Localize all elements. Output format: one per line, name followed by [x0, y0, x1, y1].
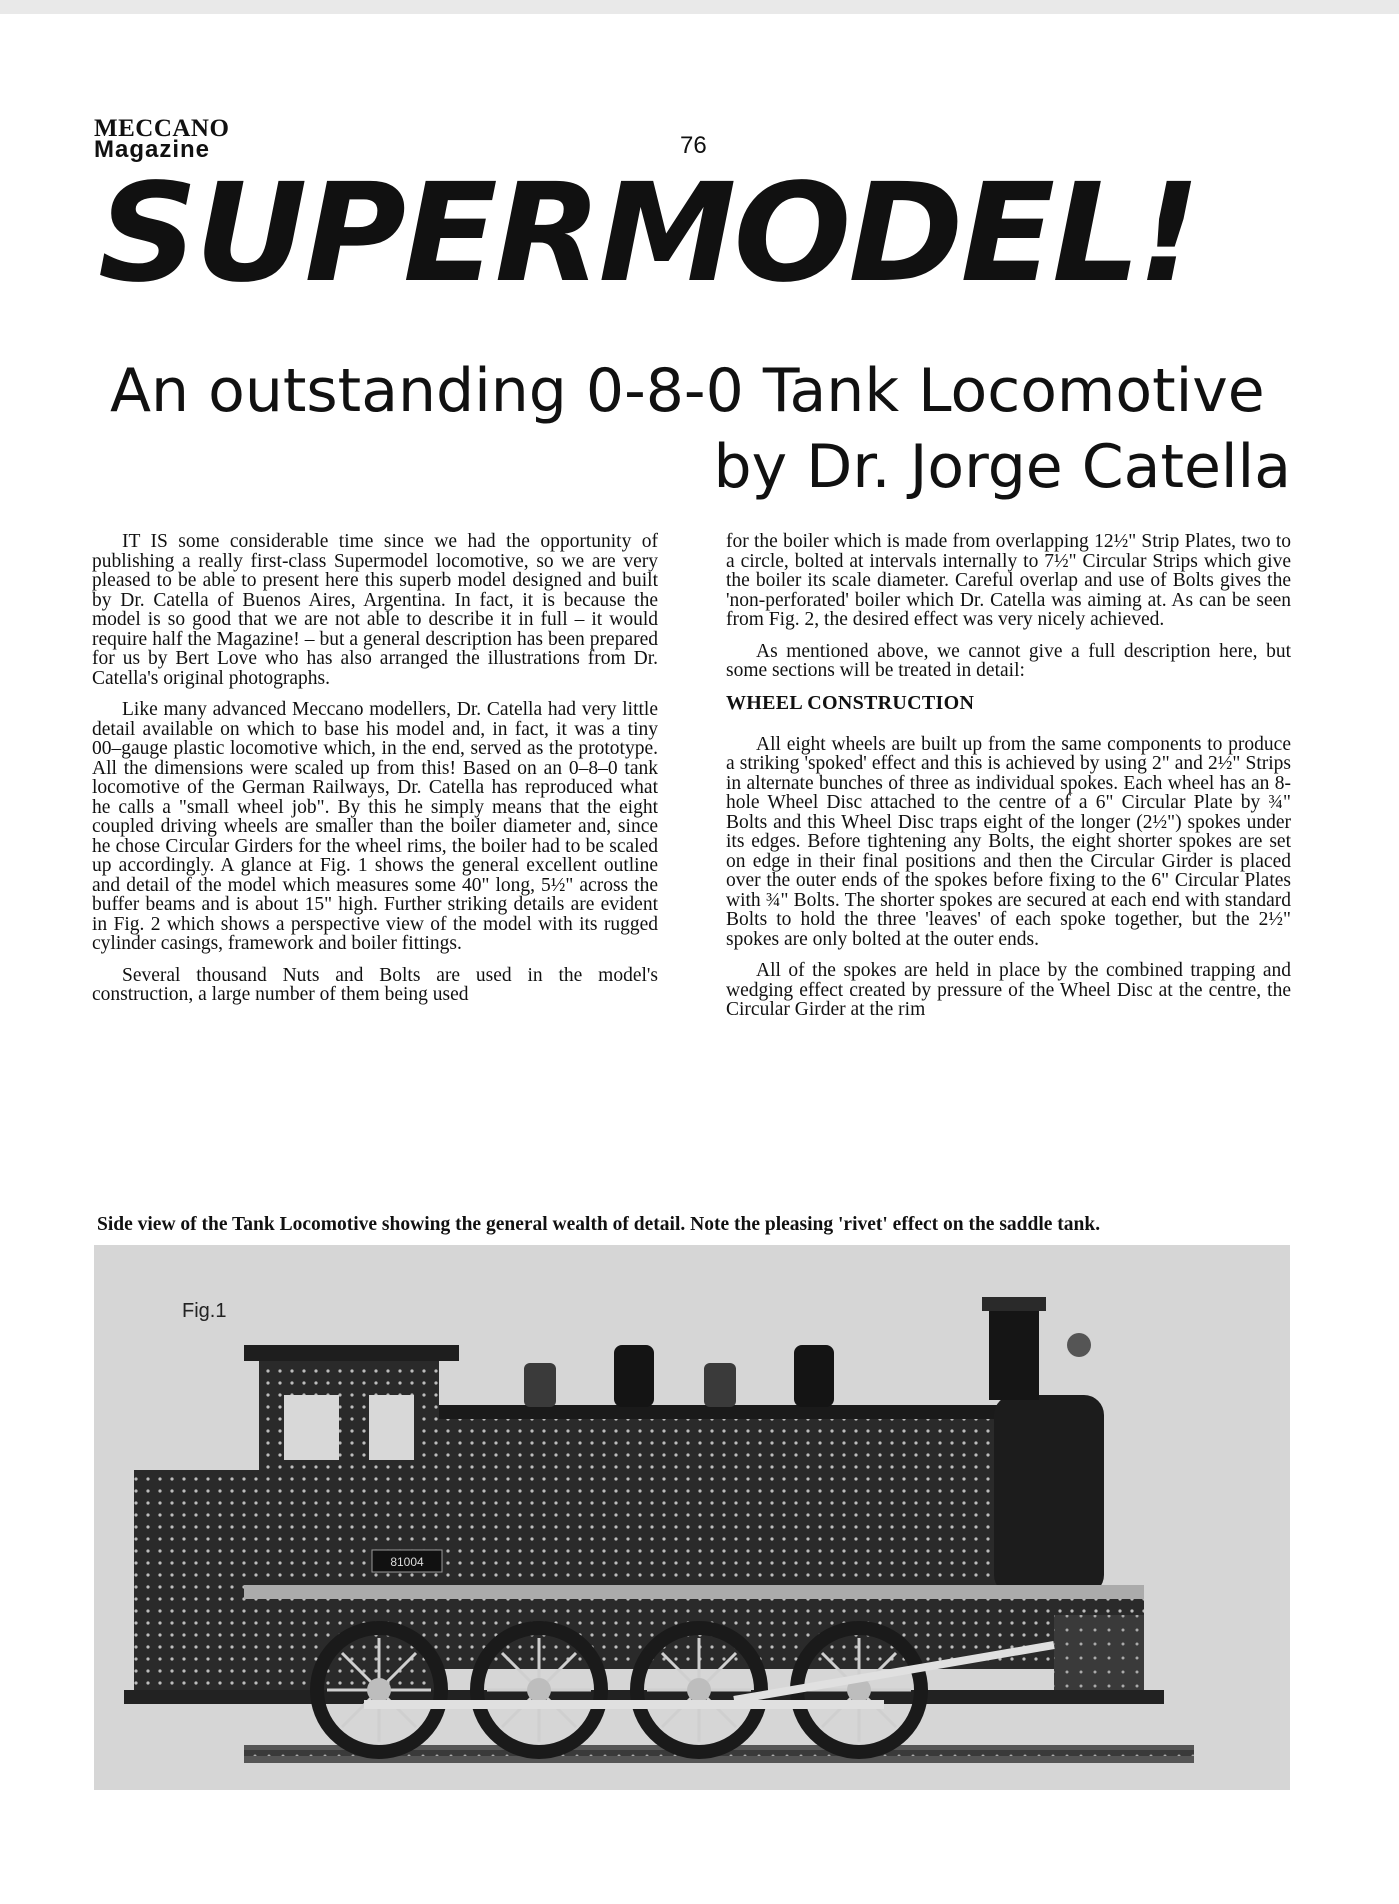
section-heading: WHEEL CONSTRUCTION	[726, 691, 975, 714]
subtitle: An outstanding 0-8-0 Tank Locomotive	[110, 356, 1265, 426]
paragraph: IT IS some considerable time since we had the opportunity of publishing a really first-class Supermodel locomotive, so we are very pleased to be able to present here this superb model designed and built by Dr. Catella of Buenos Aires, Argentina. In fact, it is because the model is so good that we are not able to describe it in full – it would require half the Magazine! – but a general description has been prepared for us by Bert Love who has also arranged the illustrations from Dr. Catella's original photographs.	[92, 531, 658, 689]
article-column-left	[92, 532, 658, 1017]
headline: SUPERMODEL!	[98, 155, 1198, 313]
paragraph: All eight wheels are built up from the same components to produce a striking 'spoked' effect and this is achieved by using 2" and 2½" Strips in alternate bunches of three as individual spokes. Each wheel has an 8-hole Wheel Disc attached to the centre of a 6" Circular Plate by ¾" Bolts and this Wheel Disc traps eight of the longer (2½") spokes under its edges. Before tightening any Bolts, the eight shorter spokes are set on edge in their final positions and then the Circular Girder is placed over the outer ends of the spokes before fixing to the 6" Circular Plates with ¾" Bolts. The shorter spokes are secured at each end with standard Bolts to hold the three 'leaves' of each spoke together, but the 2½" spokes are only bolted at the outer ends.	[726, 733, 1291, 950]
scan-top-band	[0, 0, 1399, 14]
paragraph: for the boiler which is made from overlapping 12½" Strip Plates, two to a circle, bolted at intervals internally to 7½" Circular Strips which give the boiler its scale diameter. Careful overlap and use of Bolts gives the 'non-perforated' boiler which Dr. Catella was aiming at. As can be seen from Fig. 2, the desired effect was very nicely achieved.	[726, 531, 1291, 630]
paragraph: As mentioned above, we cannot give a full description here, but some sections will be treated in detail:	[726, 640, 1291, 681]
article-column-right	[726, 532, 1291, 1032]
masthead-subtitle: Magazine	[94, 136, 211, 163]
paragraph: All of the spokes are held in place by the combined trapping and wedging effect created by pressure of the Wheel Disc at the centre, the Circular Girder at the rim	[726, 960, 1291, 1020]
number-plate: 81004	[390, 1555, 424, 1569]
byline: by Dr. Jorge Catella	[713, 432, 1291, 502]
locomotive-photo	[94, 1245, 1290, 1790]
paragraph: Like many advanced Meccano modellers, Dr. Catella had very little detail available on which to base his model and, in fact, it was a tiny 00–gauge plastic locomotive which, in the end, served as the prototype. All the dimensions were scaled up from this! Based on an 0–8–0 tank locomotive of the German Railways, Dr. Catella has reproduced what he calls a "small wheel job". By this he simply means that the eight coupled driving wheels are smaller than the boiler diameter and, since he chose Circular Girders for the wheel rims, the boiler had to be scaled up accordingly. A glance at Fig. 1 shows the general excellent outline and detail of the model which measures some 40" long, 5½" across the buffer beams and is about 15" high. Further striking details are evident in Fig. 2 which shows a perspective view of the model with its rugged cylinder casings, framework and boiler fittings.	[92, 699, 658, 954]
locomotive-illustration	[94, 1245, 1290, 1790]
figure-caption: Side view of the Tank Locomotive showing the general wealth of detail. Note the pleasing 'rivet' effect on the saddle tank.	[97, 1214, 1101, 1235]
figure-label: Fig.1	[182, 1300, 227, 1322]
page-number: 76	[680, 132, 707, 159]
masthead-title: MECCANO	[94, 115, 230, 142]
paragraph: Several thousand Nuts and Bolts are used in the model's construction, a large number of them being used	[92, 964, 658, 1005]
